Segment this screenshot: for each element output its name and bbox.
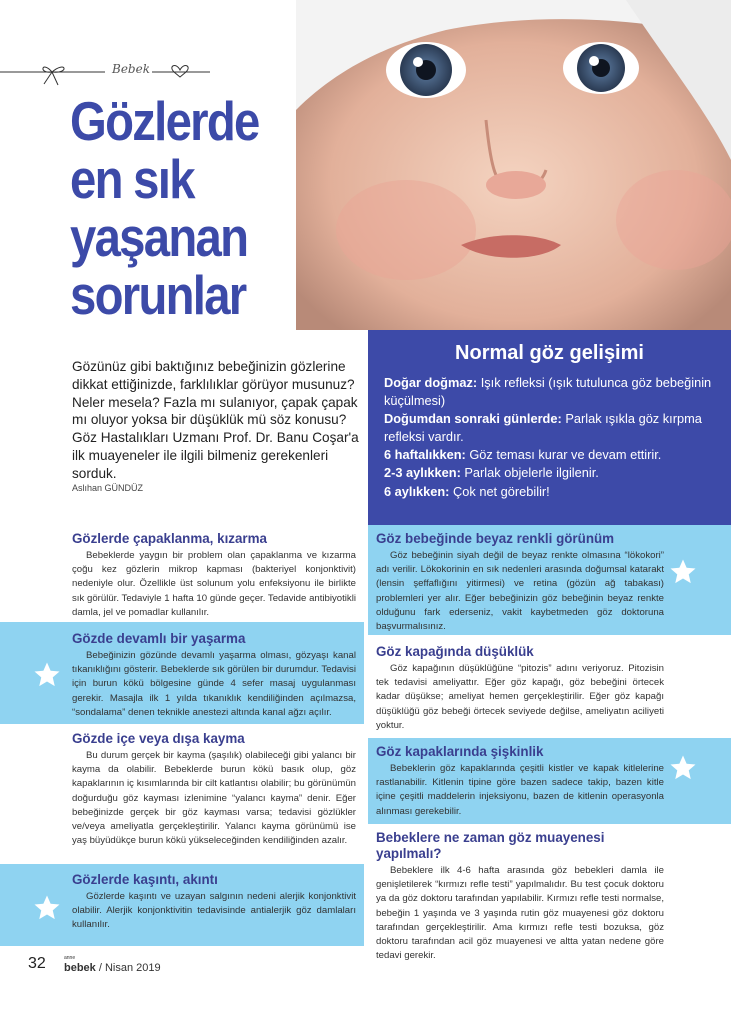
intro-paragraph: Gözünüz gibi baktığınız bebeğinizin gözlerine dikkat ettiğinizde, farklılıklar görüyor musunuz? Neler mesela? Fazla mı sulanıyor, çapak çapak mı oluyor yoksa bir düşüklük mü söz konusu? Göz Hastalıkları Uzmanı Prof. Dr. Banu Coşar'a ilk muayeneler ile ilgili bilmeniz gerekenleri sorduk. [72, 359, 359, 481]
article-squint [72, 731, 356, 848]
article-heading: Bebeklere ne zaman göz muayenesi yapılmalı? [376, 830, 605, 861]
box-title: Normal göz gelişimi [455, 342, 644, 364]
article-leukocoria [376, 531, 664, 634]
star-icon [668, 557, 698, 587]
footer-issue: / Nisan 2019 [98, 962, 161, 974]
footer-brand-name: bebek [64, 962, 96, 974]
title-line: Gözlerde [70, 90, 259, 152]
normal-eye-development-box [368, 330, 731, 525]
star-icon [32, 893, 62, 923]
article-body: Bebeklerde yaygın bir problem olan çapaklanma ve kızarma çoğu kez gözlerin mikrop kapması (bakteriyel konjonktivit) nedeniyle olur. Özellikle üst solunum yolu enfeksiyonu ile birlikte sık görülür. Tedaviyle 1 hafta 10 günde geçer. Tedavide antibiyotikli damla, jel ve pomadlar kullanılır. [72, 550, 356, 618]
box-item-label: Doğar doğmaz: [384, 375, 478, 390]
article-watering [72, 631, 356, 720]
page-number: 32 [28, 955, 46, 972]
article-eyelid-swelling [376, 744, 664, 819]
box-item [384, 410, 724, 446]
footer-brand-small: anne [64, 955, 76, 961]
author-byline: Aslıhan GÜNDÜZ [72, 483, 144, 493]
article-heading: Gözde içe veya dışa kayma [72, 731, 245, 746]
article-body: Bu durum gerçek bir kayma (şaşılık) olabileceği gibi yalancı bir kayma da olabilir. Bebeklerde burun kökü basık olup, göz kapaklarının iç kısımlarında bir cilt katlantısı olabilir; bu görünümün doğurduğu göz kayması izlenimine “yalancı kayma” denir. Eğer bebeğinizde gerçek bir göz kayması varsa; tedavisi gözlükler ve/veya ameliyatla gerçekleştirilir. Yalancı kayma görünümü ise yaş büyüdükçe burun kökü yükseleceğinden kendiliğinden azalır. [72, 750, 356, 847]
article-heading: Göz kapağında düşüklük [376, 644, 534, 659]
article-title [70, 92, 268, 324]
article-body: Göz kapağının düşüklüğüne “pitozis” adını veriyoruz. Pitozisin tek tedavisi ameliyattır. Eğer göz kapağı, göz bebeğini örtecek kadar düşükse; ameliyat hemen gerçekleştirilir. Eğer göz kapağı düşüklüğü göz bebeği örtecek seviyede değilse, ameliyatın aciliyeti yoktur. [376, 663, 664, 731]
article-body: Gözlerde kaşıntı ve uzayan salgının nedeni alerjik konjonktivit olabilir. Alerjik konjonktivitin tedavisinde antialerjik göz damlaları kullanılır. [72, 891, 356, 931]
box-list [384, 374, 724, 501]
title-line: yaşanan [70, 206, 248, 268]
box-item-text: Parlak ışıkla göz kırpma refleksi vardır. [384, 411, 702, 445]
article-heading: Gözde devamlı bir yaşarma [72, 631, 246, 646]
article-itching [72, 872, 356, 933]
box-item-text: Göz teması kurar ve devam ettirir. [465, 447, 662, 463]
article-eye-exam-timing [376, 830, 664, 963]
ribbon-heart-ornament [0, 50, 210, 90]
box-item-text: Işık refleksi (ışık tutulunca göz bebeğinin küçülmesi) [384, 375, 712, 409]
box-item [384, 446, 724, 464]
article-discharge-redness [72, 531, 356, 620]
box-item-text: Parlak objelerle ilgilenir. [460, 465, 599, 481]
box-item-text: Çok net görebilir! [449, 483, 550, 499]
article-body: Bebeğinizin gözünde devamlı yaşarma olması, gözyaşı kanal tıkanıklığını gösterir. Bebeklerde sık görülen bir durumdur. Tedavisi için burun kökü bölgesine günde 4 sefer masaj uygulanması gerekir. Masajla ilk 1 yılda tıkanıklık kendiliğinden açılmazsa, “sondalama” denen teknikle anestezi altında kanal ağzı açılır. [72, 650, 356, 718]
title-line: en sık [70, 148, 194, 210]
baby-photo [296, 0, 731, 330]
footer-brand [64, 962, 161, 974]
article-ptosis [376, 644, 664, 733]
article-heading: Gözlerde çapaklanma, kızarma [72, 531, 268, 546]
article-body: Bebeklere ilk 4-6 hafta arasında göz bebekleri damla ile genişletilerek “kırmızı refle testi” yapılmalıdır. Bu test çocuk doktoru ya da göz doktoru tarafından yapılabilir. Kırmızı refle testi normalse, bebeğin 1 yaşında ve 3 yaşında rutin göz muayenesi göz doktoru tarafından gerçekleştirilir. Ama kırmızı refle testi bozuksa, göz doktoru tarafından acil göz muayenesi ve altta yatan nedene göre tedavi gerekir. [376, 865, 664, 962]
star-icon [32, 660, 62, 690]
box-item-label: Doğumdan sonraki günlerde: [384, 411, 562, 427]
box-item [384, 374, 724, 410]
article-heading: Göz bebeğinde beyaz renkli görünüm [376, 531, 615, 546]
box-item [384, 464, 724, 482]
baby-face-image [296, 0, 731, 330]
box-item-label: 6 haftalıkken: [384, 447, 466, 463]
article-body: Göz bebeğinin siyah değil de beyaz renkte olmasına “lökokori” adı verilir. Lökokorinin en sık nedenleri arasında doğumsal katarakt (lensin şeffaflığını yitirmesi) ve retina (gözün ağ tabakası) problemleri yer alır. Eğer bebeğinizin göz bebeğinin beyaz renkte olduğunu fark ederseniz, vakit kaybetmeden göz doktoruna başvurmalısınız. [376, 550, 664, 633]
box-item-label: 2-3 aylıkken: [384, 465, 461, 481]
article-heading: Gözlerde kaşıntı, akıntı [72, 872, 218, 887]
box-item [384, 483, 724, 501]
article-heading: Göz kapaklarında şişkinlik [376, 744, 544, 759]
article-body: Bebeklerin göz kapaklarında çeşitli kistler ve kapak kitlelerine rastlanabilir. Kitlenin tipine göre bazen sadece takip, bazen kitle içine çeşitli maddelerin injeksiyonu, bazen de kitlenin operasyonla alınması gerekebilir. [376, 763, 664, 817]
title-line: sorunlar [70, 264, 246, 326]
star-icon [668, 753, 698, 783]
box-item-label: 6 aylıkken: [384, 483, 450, 499]
section-label: Bebek [112, 62, 150, 76]
